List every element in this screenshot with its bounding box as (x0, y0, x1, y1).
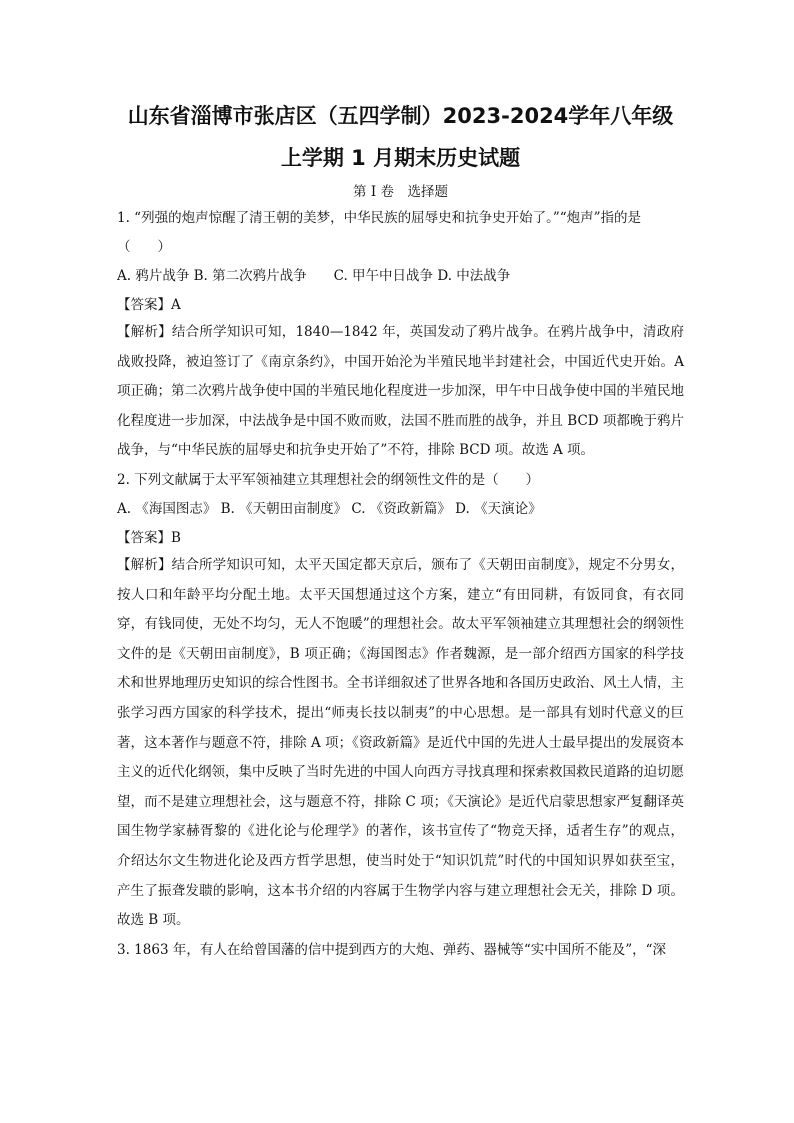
question-2-analysis: 【解析】结合所学知识可知，太平天国定都天京后，颁布了《天朝田亩制度》，规定不分男女，按人口和年龄平均分配土地。太平天国想通过这个方案，建立“有田同耕，有饭同食，有衣同穿，有钱同使，无处不均匀，无人不饱暖”的理想社会。故太平军领袖建立其理想社会的纲领性文件的是《天朝田亩制度》，B 项正确；《海国图志》作者魏源，是一部介绍西方国家的科学技术和世界地理历史知识的综合性图书。全书详细叙述了世界各地和各国历史政治、风土人情，主张学习西方国家的科学技术，提出“师夷长技以制夷”的中心思想。是一部具有划时代意义的巨著，这本著作与题意不符，排除 A 项；《资政新篇》是近代中国的先进人士最早提出的发展资本主义的近代化纲领，集中反映了当时先进的中国人向西方寻找真理和探索救国救民道路的迫切愿望，而不是建立理想社会，这与题意不符，排除 C 项；《天演论》是近代启蒙思想家严复翻译英国生物学家赫胥黎的《进化论与伦理学》的著作，该书宣传了“物竞天择，适者生存”的观点，介绍达尔文生物进化论及西方哲学思想，使当时处于“知识饥荒”时代的中国知识界如获至宝，产生了振聋发聩的影响，这本书介绍的内容属于生物学内容与建立理想社会无关，排除 D 项。故选 B 项。 (117, 556, 684, 929)
question-2 (117, 470, 684, 936)
question-3-stem: 3. 1863 年，有人在给曾国藩的信中提到西方的大炮、弹药、器械等“实中国所不能及”，“深 (117, 941, 667, 958)
question-1-stem: 1. “列强的炮声惊醒了清王朝的美梦，中华民族的屈辱史和抗争史开始了。”“炮声”指的是 (117, 210, 642, 226)
question-1-options: A. 鸦片战争 B. 第二次鸦片战争 C. 甲午中日战争 D. 中法战争 (117, 268, 511, 284)
question-1-paren: （ ） (117, 239, 171, 255)
question-2-stem: 2. 下列文献属于太平军领袖建立其理想社会的纲领性文件的是（ ） (117, 471, 540, 488)
document-title-line-1: 山东省淄博市张店区（五四学制）2023-2024学年八年级 (127, 104, 674, 128)
question-2-options: A. 《海国图志》 B. 《天朝田亩制度》 C. 《资政新篇》 D. 《天演论》 (117, 500, 542, 517)
question-2-answer: 【答案】B (117, 529, 181, 546)
question-1 (117, 208, 684, 466)
document-title-line-2: 上学期 1 月期末历史试题 (280, 146, 521, 170)
question-3 (117, 940, 684, 960)
question-1-analysis: 【解析】结合所学知识可知，1840—1842 年，英国发动了鸦片战争。在鸦片战争中，清政府战败投降，被迫签订了《南京条约》，中国开始沦为半殖民地半封建社会，中国近代史开始。A 项正确；第二次鸦片战争使中国的半殖民地化程度进一步加深，甲午中日战争使中国的半殖民地化程度进一步加深，中法战争是中国不败而败，法国不胜而胜的战争，并且 BCD 项都晚于鸦片战争，与“中华民族的屈辱史和抗争史开始了”不符，排除 BCD 项。故选 A 项。 (117, 324, 684, 459)
question-1-answer: 【答案】A (117, 297, 181, 313)
section-heading: 第 I 卷 选择题 (353, 184, 448, 200)
